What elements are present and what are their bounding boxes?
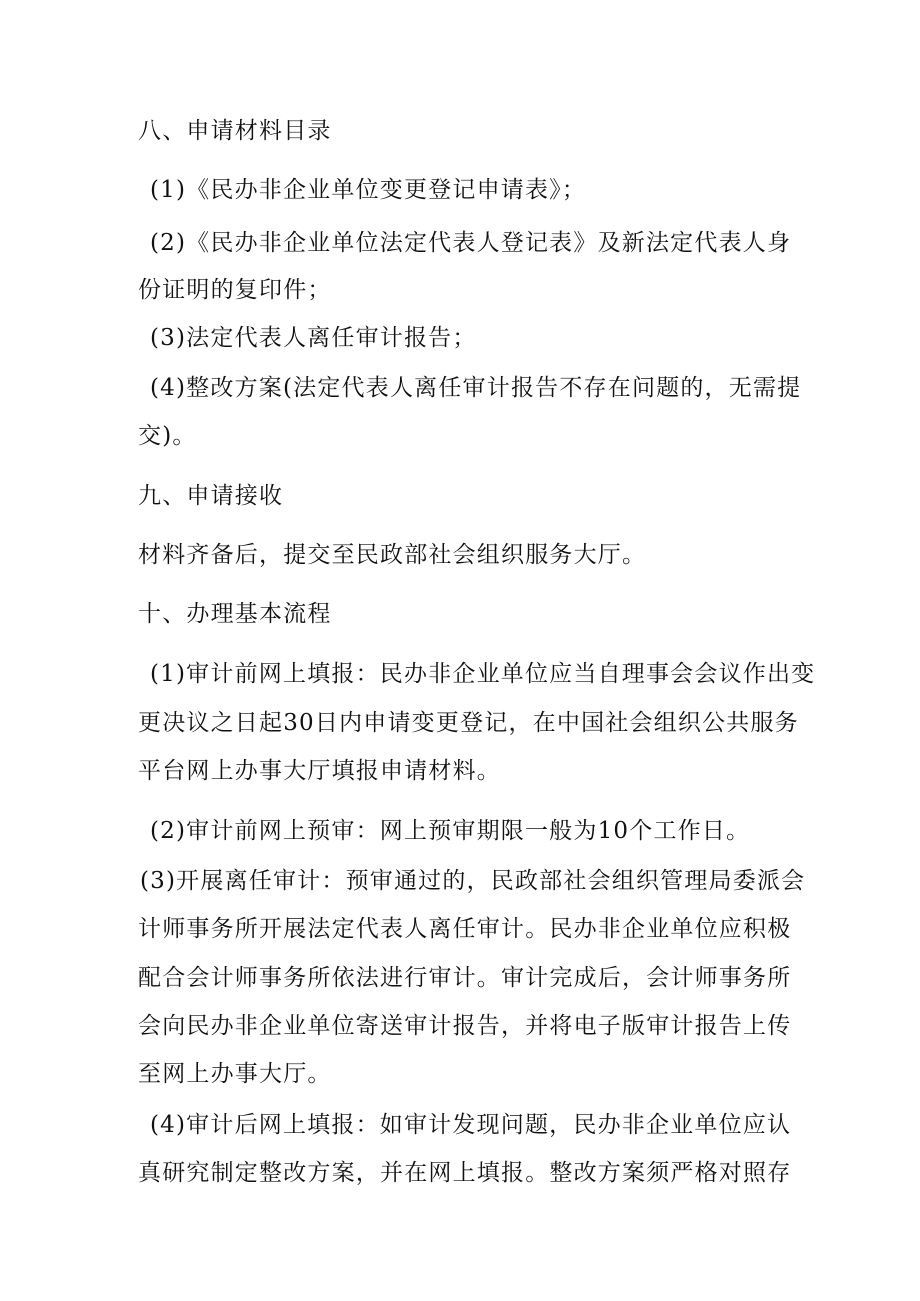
process-step-3-line-5: 至网上办事大厅。	[138, 1061, 332, 1087]
section-10-heading: 十、办理基本流程	[138, 601, 332, 627]
process-step-1-line-2: 更决议之日起30日内申请变更登记，在中国社会组织公共服务	[138, 710, 799, 736]
process-step-1-line-3: 平台网上办事大厅填报申请材料。	[138, 758, 501, 784]
material-item-2-line-2: 份证明的复印件；	[138, 277, 332, 303]
material-item-1: (1)《民办非企业单位变更登记申请表》；	[150, 177, 587, 203]
process-step-3-line-1: (3)开展离任审计：预审通过的，民政部社会组织管理局委派会	[140, 868, 806, 894]
process-step-4-line-2: 真研究制定整改方案，并在网上填报。整改方案须严格对照存	[138, 1160, 792, 1186]
process-step-3-line-3: 配合会计师事务所依法进行审计。审计完成后，会计师事务所	[138, 965, 792, 991]
section-9-body: 材料齐备后，提交至民政部社会组织服务大厅。	[138, 542, 647, 568]
process-step-3-line-2: 计师事务所开展法定代表人离任审计。民办非企业单位应积极	[138, 916, 792, 942]
material-item-4-line-1: (4)整改方案(法定代表人离任审计报告不存在问题的，无需提	[150, 375, 802, 401]
process-step-1-line-1: (1)审计前网上填报：民办非企业单位应当自理事会会议作出变	[150, 661, 816, 687]
material-item-3: (3)法定代表人离任审计报告；	[150, 325, 477, 351]
section-8-heading: 八、申请材料目录	[138, 118, 332, 144]
material-item-2-line-1: (2)《民办非企业单位法定代表人登记表》及新法定代表人身	[150, 230, 792, 256]
process-step-4-line-1: (4)审计后网上填报：如审计发现问题，民办非企业单位应认	[150, 1112, 792, 1138]
section-9-heading: 九、申请接收	[138, 483, 284, 509]
material-item-4-line-2: 交)。	[138, 423, 197, 449]
process-step-3-line-4: 会向民办非企业单位寄送审计报告，并将电子版审计报告上传	[138, 1013, 792, 1039]
process-step-2: (2)审计前网上预审：网上预审期限一般为10个工作日。	[150, 818, 751, 844]
